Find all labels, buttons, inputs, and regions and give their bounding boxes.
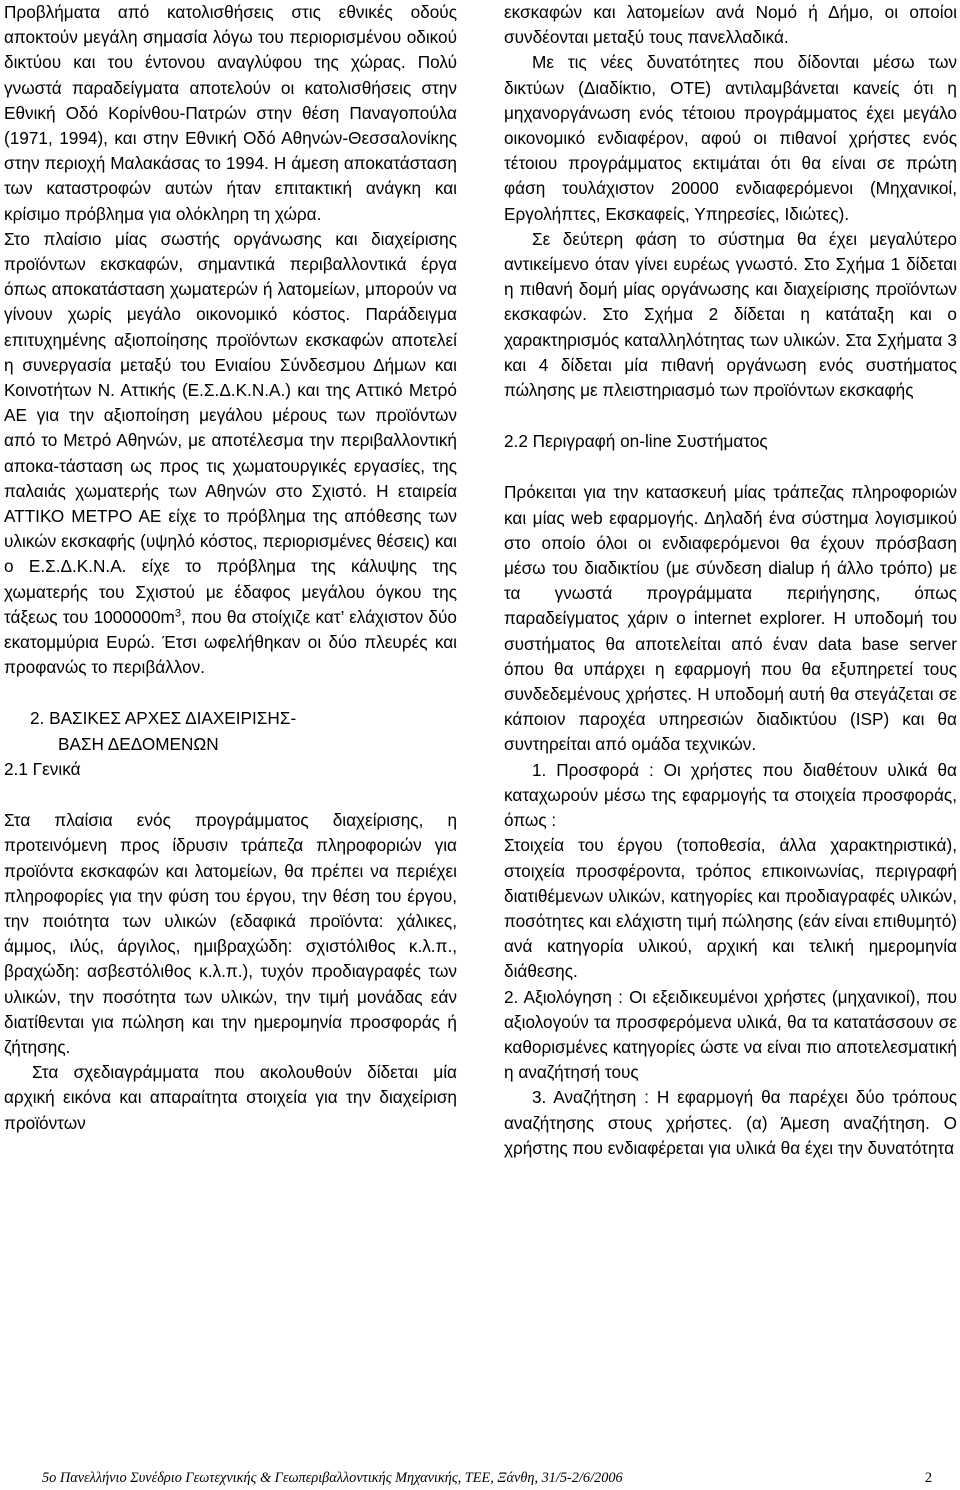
spacer (4, 680, 457, 706)
paragraph-online-system: Πρόκειται για την κατασκευή μίας τράπεζας πληροφοριών και μίας web εφαρμογής. Δηλαδή ένα σύστημα λογισμικού στο οποίο όλοι οι ενδιαφερόμενοι θα έχουν πρόσβαση μέσω του διαδικτίου (με σύνδεση dialup ή άλλο τρόπο) με τα γνωστά προγράμματα περιήγησης, όπως παραδείγματος χάριν ο internet explorer. Η υποδομή του συστήματος θα αποτελείται από έναν data base server όπου θα υπάρχει η εφαρμογή που θα εξυπηρετεί τους συνδεδεμένους χρήστες. Η υποδομή αυτή θα στεγάζεται σε κάποιον παροχέα υπηρεσιών διαδικτύου (ISP) και θα συντηρείται από ομάδα τεχνικών. (504, 482, 957, 755)
spacer (4, 782, 457, 808)
paragraph-text: Στο πλαίσιο μίας σωστής οργάνωσης και διαχείρισης προϊόντων εκσκαφών, σημαντικά περιβαλλοντικά έργα όπως αποκατάσταση χωματερών ή λατομείων, μπορούν να γίνουν χωρίς μεγάλο οικονομικό κόστος. Παράδειγμα επιτυχημένης αξιοποίησης προϊόντων εκσκαφών αποτελεί η συνεργασία μεταξύ του Ενιαίου Σύνδεσμου Δήμων και Κοινοτήτων Ν. Αττικής (Ε.Σ.Δ.Κ.Ν.Α.) και της Αττικό Μετρό ΑΕ για την αξιοποίηση μεγάλου μέρους των προϊόντων από το Μετρό Αθηνών, με αποτέλεσμα την περιβαλλοντική αποκα-τάσταση ως προς τις χωματουργικές εργασίες, της παλαιάς χωματερής των Αθηνών στο Σχιστό. Η εταιρεία ΑΤΤΙΚΟ ΜΕΤΡΟ ΑΕ είχε το πρόβλημα της απόθεσης των υλικών εκσκαφής (υψηλό κόστος, περιορισμένες θέσεις) και ο Ε.Σ.Δ.Κ.Ν.Α. είχε το πρόβλημα της κάλυψης της χωματερής του Σχιστού με έδαφος μεγάλου όγκου της τάξεως του 1000000m (4, 228, 457, 627)
list-item-evaluation: 2. Αξιολόγηση : Οι εξειδικευμένοι χρήστες (μηχανικοί), που αξιολογούν τα προσφερόμενα υλικά, θα τα κατατάσσουν σε καθορισμένες κατηγορίες ώστε να είναι πιο αποτελεσματική η αναζήτησή τους (504, 986, 957, 1083)
paragraph-landslides: Προβλήματα από κατολισθήσεις στις εθνικές οδούς αποκτούν μεγάλη σημασία λόγω του περιορισμένου οδικού δικτύου και του έντονου αναγλύφου της χώρας. Πολύ γνωστά παραδείγματα αποτελούν οι κατολισθήσεις στην Εθνική Οδό Κορίνθου-Πατρών στην θέση Παναγοπούλα (1971, 1994), και στην Εθνική Οδό Αθηνών-Θεσσαλονίκης στην περιοχή Μαλακάσας το 1994. Η άμεση αποκατάσταση των καταστροφών αυτών ήταν επιτακτική ανάγκη και κρίσιμο πρόβλημα για ολόκληρη τη χώρα. (4, 2, 457, 224)
section-heading-line1: 2. ΒΑΣΙΚΕΣ ΑΡΧΕΣ ΔΙΑΧΕΙΡΙΣΗΣ- (30, 708, 297, 729)
left-column (4, 0, 457, 1136)
paragraph-database-contents: Στα πλαίσια ενός προγράμματος διαχείρισης, η προτεινόμενη προς ίδρυσιν τράπεζα πληροφοριών για προϊόντα εκσκαφών και λατομείων, θα πρέπει να περιέχει πληροφορίες για την φύση του έργου, την θέση του έργου, την ποιότητα των υλικών (εδαφικά προϊόντα: χάλικες, άμμος, ιλύς, άργιλος, ημιβραχώδη: σχιστόλιθος κ.λ.π., βραχώδη: ασβεστόλιθος κ.λ.π.), τυχόν προδιαγραφές των υλικών, την ποσότητα των υλικών, την τιμή μονάδας εάν διατίθενται για πώληση και την ημερομηνία προσφοράς ή ζήτησης. (4, 810, 457, 1057)
page-number: 2 (924, 1470, 932, 1486)
list-item-offer-details: Στοιχεία του έργου (τοποθεσία, άλλα χαρακτηριστικά), στοιχεία προσφέροντα, τρόπος επικοινωνίας, περιγραφή διατιθέμενων υλικών, κατηγορίες και προδιαγραφές υλικών, ποσότητες και ελάχιστη τιμή πώλησης (εάν είναι επιθυμητό) ανά κατηγορία υλικού, αρχική και τελική ημερομηνία διάθεσης. (504, 835, 957, 982)
paragraph-diagrams-intro: Στα σχεδιαγράμματα που ακολουθούν δίδεται μία αρχική εικόνα και απαραίτητα στοιχεία για την διαχείριση προϊόντων (4, 1062, 457, 1133)
paragraph-figures: Σε δεύτερη φάση το σύστημα θα έχει μεγαλύτερο αντικείμενο όταν γίνει ευρέως γνωστό. Στο Σχήμα 1 δίδεται η πιθανή δομή μίας οργάνωσης και διαχείρισης προϊόντων εκσκαφών. Στο Σχήμα 2 δίδεται η κατάταξη και ο χαρακτηρισμός καταλληλότητας των υλικών. Στα Σχήματα 3 και 4 δίδεται μία πιθανή οργάνωση ενός συστήματος πώλησης με πλειστηριασμό των προϊόντων εκσκαφής (504, 228, 957, 401)
list-item-search: 3. Αναζήτηση : Η εφαρμογή θα παρέχει δύο τρόπους αναζήτησης στους χρήστες. (α) Άμεση αναζήτηση. Ο χρήστης που ενδιαφέρεται για υλικά θα έχει την δυνατότητα (504, 1087, 957, 1158)
paragraph-continuation: εκσκαφών και λατομείων ανά Νομό ή Δήμο, οι οποίοι συνδέονται μεταξύ τους πανελλαδικά. (504, 2, 957, 48)
right-column (504, 0, 957, 1161)
subsection-heading-2-2: 2.2 Περιγραφή on-line Συστήματος (504, 431, 768, 452)
spacer (504, 403, 957, 429)
footer-conference-text: 5ο Πανελλήνιο Συνέδριο Γεωτεχνικής & Γεωπεριβαλλοντικής Μηχανικής, ΤΕΕ, Ξάνθη, 31/5-2/6/2006 (42, 1470, 623, 1486)
list-item-offer: 1. Προσφορά : Οι χρήστες που διαθέτουν υλικά θα καταχωρούν μέσω της εφαρμογής τα στοιχεία προσφοράς, όπως : (504, 759, 957, 831)
section-heading-2 (4, 706, 457, 756)
paragraph-network-capabilities: Με τις νέες δυνατότητες που δίδονται μέσω των δικτύων (Διαδίκτιο, ΟΤΕ) αντιλαμβάνεται κανείς ότι η μηχανοργάνωση ενός τέτοιου προγράμματος έχει μεγάλο οικονομικό ενδιαφέρον, αφού οι πιθανοί χρήστες ενός τέτοιου προγράμματος εκτιμάται ότι θα είναι σε πρώτη φάση τουλάχιστον 20000 ενδιαφερόμενοι (Μηχανικοί, Εργολήπτες, Εκσκαφείς, Υπηρεσίες, Ιδιώτες). (504, 52, 957, 224)
spacer (504, 454, 957, 480)
section-heading-line2: ΒΑΣΗ ΔΕΔΟΜΕΝΩΝ (58, 733, 219, 754)
paragraph-excavation-management (4, 227, 457, 681)
superscript-exponent: 3 (174, 607, 181, 620)
paragraph-text-continued: , που θα στοίχιζε κατ’ ελάχιστον δύο εκατομμύρια Ευρώ. Έτσι ωφελήθηκαν οι δύο πλευρές και προφανώς το περιβάλλον. (4, 606, 457, 678)
subsection-heading-2-1: 2.1 Γενικά (4, 758, 81, 779)
